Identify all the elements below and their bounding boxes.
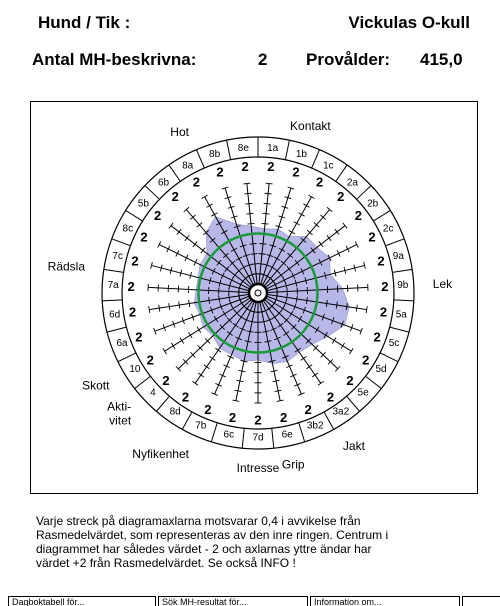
axis-tick — [349, 348, 353, 354]
category-label — [48, 260, 86, 274]
sector-divider — [242, 428, 244, 448]
value-label-8a: 2 — [193, 174, 200, 189]
axis-code-7b: 7b — [195, 421, 207, 432]
axis-code-5c: 5c — [389, 338, 400, 349]
axis-tick — [210, 356, 216, 360]
value-label-7d: 2 — [254, 413, 261, 428]
value-label-6a: 2 — [135, 330, 142, 345]
axis-tick — [206, 204, 212, 207]
category-label-line: Jakt — [343, 439, 366, 453]
sector-divider — [394, 300, 414, 301]
axis-code-8e: 8e — [238, 143, 250, 154]
axis-code-1b: 1b — [296, 149, 308, 160]
axis-tick — [171, 343, 175, 349]
axis-tick — [169, 223, 173, 229]
axis-code-3b2: 3b2 — [307, 421, 324, 432]
value-label-2a: 2 — [337, 189, 344, 204]
sector-divider — [373, 210, 390, 221]
value-label-9a: 2 — [377, 254, 384, 269]
axis-code-6d: 6d — [109, 309, 120, 320]
axis-tick — [197, 327, 201, 333]
category-label-line: Intresse — [237, 461, 280, 475]
sector-divider — [182, 412, 192, 429]
sector-divider — [126, 210, 143, 221]
category-label-line: vitet — [109, 414, 132, 428]
sector-divider — [112, 239, 131, 246]
axis-tick — [335, 229, 339, 235]
axis-tick — [245, 203, 252, 204]
axis-tick — [319, 241, 323, 247]
category-label-line: Akti- — [107, 400, 131, 414]
category-label — [237, 461, 280, 475]
dog-label: Hund / Tik : — [38, 13, 130, 33]
value-label-6b: 2 — [172, 189, 179, 204]
value-label-7a: 2 — [128, 279, 135, 294]
axis-tick — [189, 300, 190, 307]
bottom-toolbar — [0, 596, 500, 604]
value-label-4: 2 — [162, 373, 169, 388]
category-label-line: Skott — [82, 379, 110, 393]
axis-tick — [159, 305, 160, 312]
axis-code-5e: 5e — [358, 387, 370, 398]
value-label-3b2: 2 — [304, 402, 311, 417]
sector-divider — [107, 327, 126, 332]
axis-code-10: 10 — [129, 364, 141, 375]
category-label-line: Rädsla — [48, 260, 86, 274]
axis-code-5a: 5a — [396, 309, 408, 320]
sector-divider — [380, 353, 398, 362]
sector-divider — [386, 239, 405, 246]
axis-tick — [180, 338, 184, 344]
sector-divider — [135, 376, 151, 388]
sector-divider — [227, 140, 231, 160]
sector-divider — [390, 327, 409, 332]
value-label-6d: 2 — [129, 305, 136, 320]
axis-code-8b: 8b — [209, 149, 221, 160]
axis-tick — [193, 241, 197, 247]
information-button[interactable]: Information om... — [310, 596, 460, 606]
value-label-5b: 2 — [154, 208, 161, 223]
axis-code-5d: 5d — [375, 364, 386, 375]
axis-code-6e: 6e — [282, 430, 294, 441]
sector-divider — [118, 353, 136, 362]
chart-description: Varje streck på diagramaxlarna motsvarar 0,4 i avvikelse från Rasmedelvärdet, som representeras av den inre ringen. Centrum i diagrammet har således värdet - 2 och axlarnas yttre ändar har värdet +2 från Rasmedelvärdet. Se också INFO ! — [36, 514, 476, 570]
axis-tick — [265, 193, 272, 194]
category-label-line: Nyfikenhet — [132, 447, 189, 461]
search-mh-button[interactable]: Sök MH-resultat för... — [158, 596, 308, 606]
axis-tick — [308, 195, 314, 198]
axis-tick — [201, 248, 205, 254]
axis-tick — [246, 213, 253, 214]
value-label-6c: 2 — [229, 410, 236, 425]
axis-tick — [299, 213, 305, 216]
axis-code-1a: 1a — [267, 143, 279, 154]
axis-code-6b: 6b — [158, 177, 170, 188]
axis-tick — [332, 338, 336, 344]
value-label-8b: 2 — [216, 164, 223, 179]
value-label-5a: 2 — [380, 305, 387, 320]
axis-tick — [149, 306, 150, 313]
axis-tick — [266, 183, 273, 184]
axis-tick — [303, 204, 309, 207]
value-label-7c: 2 — [131, 254, 138, 269]
category-label-line: Grip — [282, 457, 305, 471]
value-label-8e: 2 — [242, 159, 249, 174]
axis-tick — [263, 213, 270, 214]
sector-divider — [211, 423, 217, 442]
dog-value: Vickulas O-kull — [348, 13, 470, 33]
category-label — [132, 447, 189, 461]
axis-code-7c: 7c — [112, 251, 123, 262]
axis-tick — [301, 356, 307, 360]
category-label — [433, 277, 453, 291]
value-label-5c: 2 — [373, 330, 380, 345]
axis-tick — [327, 235, 331, 241]
axis-tick — [179, 302, 180, 309]
sector-divider — [357, 186, 371, 200]
sector-divider — [102, 300, 122, 301]
category-label — [107, 400, 132, 428]
data-area — [194, 217, 349, 364]
radar-chart — [31, 102, 477, 493]
value-label-1b: 2 — [292, 164, 299, 179]
sector-divider — [156, 396, 169, 411]
category-label — [170, 125, 189, 139]
center-dot — [255, 290, 261, 296]
age-label: Provålder: — [306, 50, 390, 70]
sector-divider — [272, 428, 274, 448]
axis-code-2c: 2c — [383, 224, 394, 235]
radar-chart-frame — [30, 101, 478, 494]
value-label-2b: 2 — [355, 208, 362, 223]
axis-tick — [247, 223, 254, 224]
value-label-8c: 2 — [140, 230, 147, 245]
category-label — [290, 119, 331, 133]
axis-tick — [243, 183, 250, 184]
age-value: 415,0 — [420, 50, 463, 70]
category-label-line: Kontakt — [290, 119, 331, 133]
axis-code-2b: 2b — [367, 199, 379, 210]
count-label: Antal MH-beskrivna: — [32, 50, 196, 70]
value-label-3a2: 2 — [327, 390, 334, 405]
axis-code-9a: 9a — [393, 251, 405, 262]
axis-tick — [204, 365, 210, 369]
axis-tick — [177, 229, 181, 235]
sector-divider — [392, 269, 412, 272]
axis-tick — [343, 223, 347, 229]
value-label-1c: 2 — [316, 174, 323, 189]
axis-code-7a: 7a — [108, 280, 120, 291]
axis-tick — [312, 373, 318, 377]
sector-divider — [196, 150, 204, 168]
axis-code-6a: 6a — [116, 338, 128, 349]
axis-tick — [264, 203, 271, 204]
sector-divider — [299, 423, 305, 442]
axis-tick — [169, 303, 170, 310]
category-label — [82, 379, 110, 393]
sector-divider — [312, 150, 320, 168]
axis-tick — [366, 306, 367, 313]
value-label-10: 2 — [147, 353, 154, 368]
value-label-8d: 2 — [182, 390, 189, 405]
axis-code-6c: 6c — [224, 430, 235, 441]
axis-code-7d: 7d — [252, 433, 263, 444]
axis-tick — [185, 235, 189, 241]
axis-tick — [294, 222, 300, 225]
axis-tick — [262, 223, 269, 224]
axis-code-2a: 2a — [347, 177, 359, 188]
axis-tick — [289, 230, 295, 233]
axis-code-5b: 5b — [138, 199, 150, 210]
extra-button[interactable] — [462, 596, 500, 606]
axis-tick — [198, 373, 204, 377]
axis-code-4: 4 — [150, 387, 156, 398]
axis-code-8a: 8a — [182, 161, 194, 172]
count-value: 2 — [258, 50, 267, 70]
category-label — [343, 439, 366, 453]
sector-divider — [104, 269, 124, 272]
axis-tick — [318, 381, 324, 385]
value-label-9b: 2 — [381, 279, 388, 294]
axis-tick — [356, 305, 357, 312]
axis-code-3a2: 3a2 — [332, 407, 349, 418]
value-label-6e: 2 — [280, 410, 287, 425]
value-label-2c: 2 — [368, 230, 375, 245]
axis-code-9b: 9b — [397, 280, 409, 291]
value-label-1a: 2 — [267, 159, 274, 174]
axis-tick — [189, 332, 193, 338]
sector-divider — [336, 165, 347, 181]
category-label-line: Hot — [170, 125, 189, 139]
axis-code-8c: 8c — [123, 224, 134, 235]
axis-tick — [306, 365, 312, 369]
diary-table-button[interactable]: Dagboktabell för... — [8, 596, 156, 606]
axis-tick — [202, 195, 208, 198]
category-label — [282, 457, 305, 471]
category-label-line: Lek — [433, 277, 453, 291]
sector-divider — [285, 140, 289, 160]
axis-tick — [163, 348, 167, 354]
axis-tick — [211, 213, 217, 216]
axis-code-8d: 8d — [170, 407, 181, 418]
sector-divider — [169, 165, 180, 181]
value-label-5d: 2 — [362, 353, 369, 368]
value-label-5e: 2 — [346, 373, 353, 388]
axis-tick — [192, 381, 198, 385]
value-label-7b: 2 — [204, 402, 211, 417]
axis-tick — [341, 343, 345, 349]
axis-tick — [244, 193, 251, 194]
axis-code-1c: 1c — [323, 161, 334, 172]
